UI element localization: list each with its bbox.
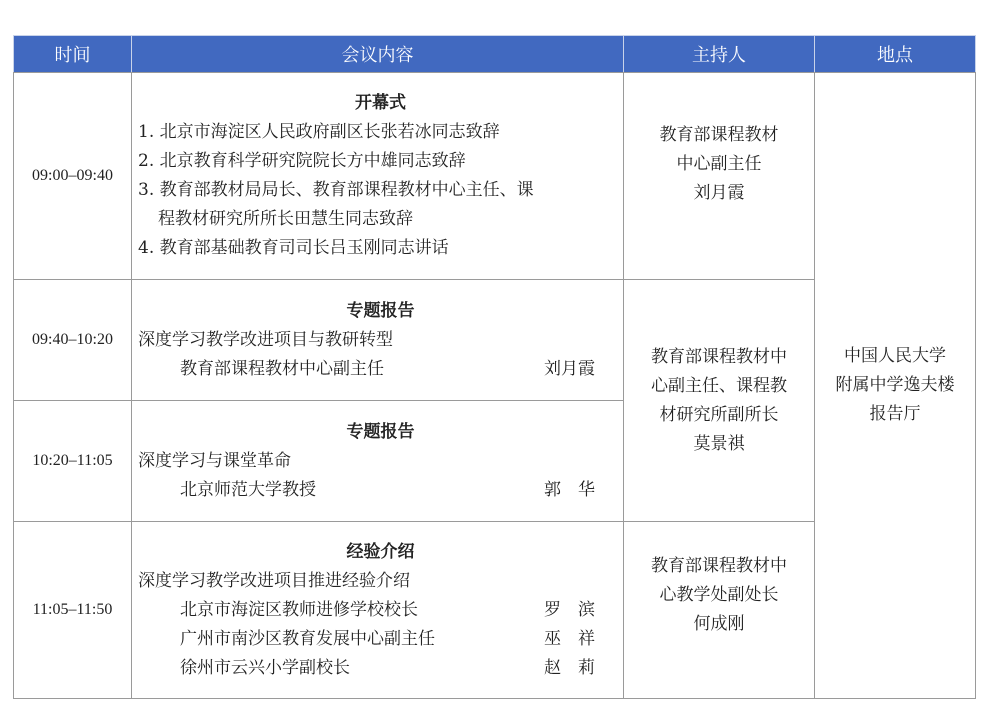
content-cell-opening [131,72,624,280]
speaker-role: 北京师范大学教授 [180,480,316,500]
agenda-item: 3. 教育部教材局局长、教育部课程教材中心主任、课 [138,180,534,200]
time-cell: 09:40–10:20 [13,279,132,401]
speaker-name: 刘月霞 [544,359,595,379]
host-name: 刘月霞 [693,182,745,203]
agenda-item: 4. 教育部基础教育司司长吕玉刚同志讲话 [138,238,449,258]
session-title: 开幕式 [355,93,406,113]
location-line: 报告厅 [869,404,921,424]
content-cell-report2 [131,400,624,522]
content-cell-experience [131,521,624,699]
session-title: 经验介绍 [346,542,415,562]
header-location: 地点 [814,35,976,73]
speaker-role: 教育部课程教材中心副主任 [180,359,384,379]
time-cell: 09:00–09:40 [13,72,132,280]
host-line: 材研究所副所长 [659,404,779,425]
speaker-name: 赵 莉 [544,658,595,678]
host-line: 教育部课程教材中 [651,555,787,576]
header-host: 主持人 [623,35,815,73]
speaker-name: 巫 祥 [544,629,595,649]
time-cell: 11:05–11:50 [13,521,132,699]
speaker-role: 北京市海淀区教师进修学校校长 [180,600,418,620]
header-content: 会议内容 [131,35,624,73]
session-subject: 深度学习教学改进项目与教研转型 [138,330,393,350]
host-line: 心副主任、课程教 [651,375,787,396]
session-subject: 深度学习教学改进项目推进经验介绍 [138,571,410,591]
speaker-role: 广州市南沙区教育发展中心副主任 [180,629,435,649]
agenda-item: 1. 北京市海淀区人民政府副区长张若冰同志致辞 [138,122,500,142]
host-cell [623,72,815,280]
host-line: 教育部课程教材中 [651,346,787,367]
location-line: 中国人民大学 [844,346,946,366]
location-line: 附属中学逸夫楼 [835,375,955,395]
time-cell: 10:20–11:05 [13,400,132,522]
speaker-name: 郭 华 [544,480,595,500]
session-title: 专题报告 [346,422,415,442]
header-time: 时间 [13,35,132,73]
session-subject: 深度学习与课堂革命 [138,451,291,471]
agenda-item: 程教材研究所所长田慧生同志致辞 [158,209,413,229]
session-title: 专题报告 [346,301,415,321]
speaker-role: 徐州市云兴小学副校长 [180,658,350,678]
agenda-item: 2. 北京教育科学研究院院长方中雄同志致辞 [138,151,466,171]
host-cell [623,521,815,699]
host-name: 何成刚 [693,613,745,634]
host-line: 中心副主任 [676,153,762,174]
host-line: 心教学处副处长 [659,584,779,605]
location-cell [814,72,976,699]
host-name: 莫景祺 [693,433,745,454]
host-line: 教育部课程教材 [659,124,779,145]
content-cell-report1 [131,279,624,401]
host-cell [623,279,815,522]
speaker-name: 罗 滨 [544,600,595,620]
